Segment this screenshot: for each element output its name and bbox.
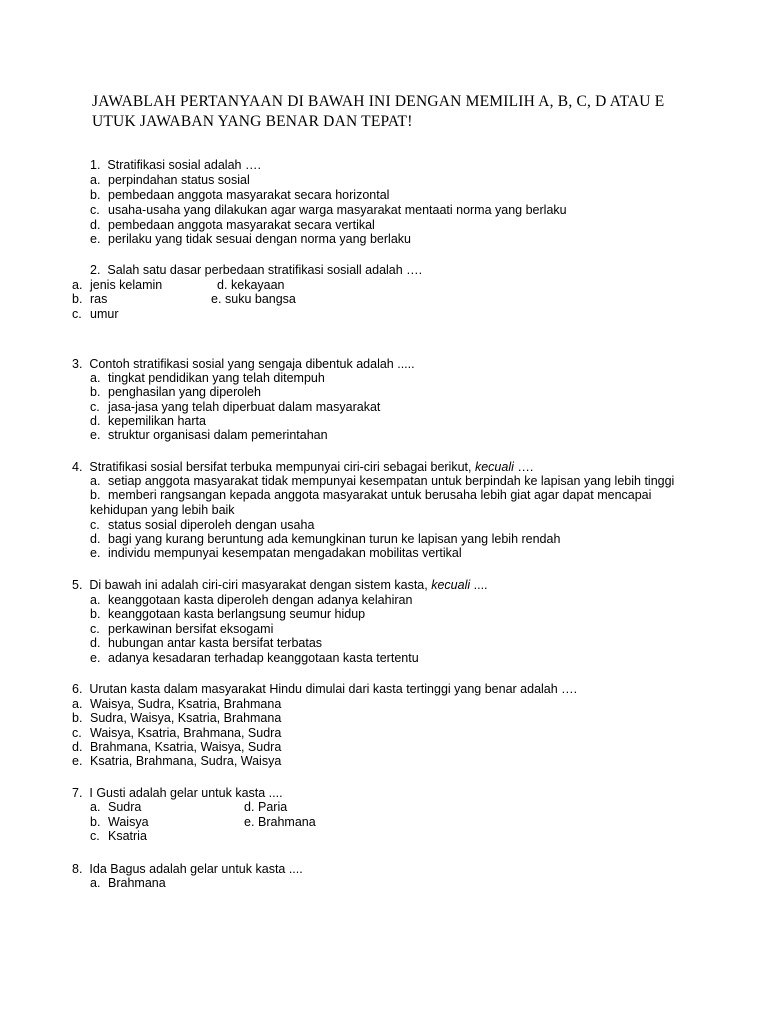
question-4-stem: 4. Stratifikasi sosial bersifat terbuka mempunyai ciri-ciri sebagai berikut, kecuali ….: [72, 460, 534, 474]
question-1-stem: 1. Stratifikasi sosial adalah ….: [90, 158, 261, 172]
heading-line-1: JAWABLAH PERTANYAAN DI BAWAH INI DENGAN MEMILIH A, B, C, D ATAU E: [92, 93, 665, 110]
question-5-stem: 5. Di bawah ini adalah ciri-ciri masyarakat dengan sistem kasta, kecuali ....: [72, 578, 488, 592]
document-page: JAWABLAH PERTANYAAN DI BAWAH INI DENGAN MEMILIH A, B, C, D ATAU E UTUK JAWABAN YANG BENAR DAN TEPAT! 1. Stratifikasi sosial adalah …. a. perpindahan status sosial b. pembedaan anggota masyarakat secara horizontal c. usaha-usaha yang dilakukan agar warga masyarakat mentaati norma yang berlaku d. pembedaan anggota masyarakat secara vertikal e. perilaku yang tidak sesuai dengan norma yang berlaku 2. Salah satu dasar perbedaan stratifikasi sosiall adalah …. a. jenis kelamin b. ras c. umur d. kekayaan e. suku bangsa 3. Contoh stratifikasi sosial yang sengaja dibentuk adalah ..... a. tingkat pendidikan yang telah ditempuh b. penghasilan yang diperoleh c. jasa-jasa yang telah diperbuat dalam masyarakat d. kepemilikan harta e. struktur organisasi dalam pemerintahan 4. Stratifikasi sosial bersifat terbuka mempunyai ciri-ciri sebagai berikut, kecuali …. a. setiap anggota masyarakat tidak mempunyai kesempatan untuk berpindah ke lapisan yang lebih tinggi b. memberi rangsangan kepada anggota masyarakat untuk berusaha lebih giat agar dapat mencapai kehidupan yang lebih baik c. status sosial diperoleh dengan usaha d. bagi yang kurang beruntung ada kemungkinan turun ke lapisan yang lebih rendah e. individu mempunyai kesempatan mengadakan mobilitas vertikal 5. Di bawah ini adalah ciri-ciri masyarakat dengan sistem kasta, kecuali .... a. keanggotaan kasta diperoleh dengan adanya kelahiran b. keanggotaan kasta berlangsung seumur hidup c. perkawinan bersifat eksogami d. hubungan antar kasta bersifat terbatas e. adanya kesadaran terhadap keanggotaan kasta tertentu 6. Urutan kasta dalam masyarakat Hindu dimulai dari kasta tertinggi yang benar adalah …. a. Waisya, Sudra, Ksatria, Brahmana b. Sudra, Waisya, Ksatria, Brahmana c. Waisya, Ksatria, Brahmana, Sudra d. Brahmana, Ksatria, Waisya, Sudra e. Ksatria, Brahmana, Sudra, Waisya 7. I Gusti adalah gelar untuk kasta .... a. Sudra b. Waisya c. Ksatria d. Paria e. Brahmana 8. Ida Bagus adalah gelar untuk kasta .... a. Brahmana: [0, 0, 768, 1024]
question-3-stem: 3. Contoh stratifikasi sosial yang sengaja dibentuk adalah .....: [72, 357, 415, 371]
question-5-emphasis: kecuali: [431, 578, 471, 592]
question-4-emphasis: kecuali: [474, 460, 514, 474]
heading-line-2: UTUK JAWABAN YANG BENAR DAN TEPAT!: [92, 113, 413, 130]
question-7-stem: 7. I Gusti adalah gelar untuk kasta ....: [72, 786, 283, 800]
question-2-stem: 2. Salah satu dasar perbedaan stratifikasi sosiall adalah ….: [90, 263, 423, 277]
instructions-heading: [92, 92, 692, 132]
question-8-stem: 8. Ida Bagus adalah gelar untuk kasta ....: [72, 862, 303, 876]
question-6-stem: 6. Urutan kasta dalam masyarakat Hindu dimulai dari kasta tertinggi yang benar adalah ….: [72, 682, 578, 696]
